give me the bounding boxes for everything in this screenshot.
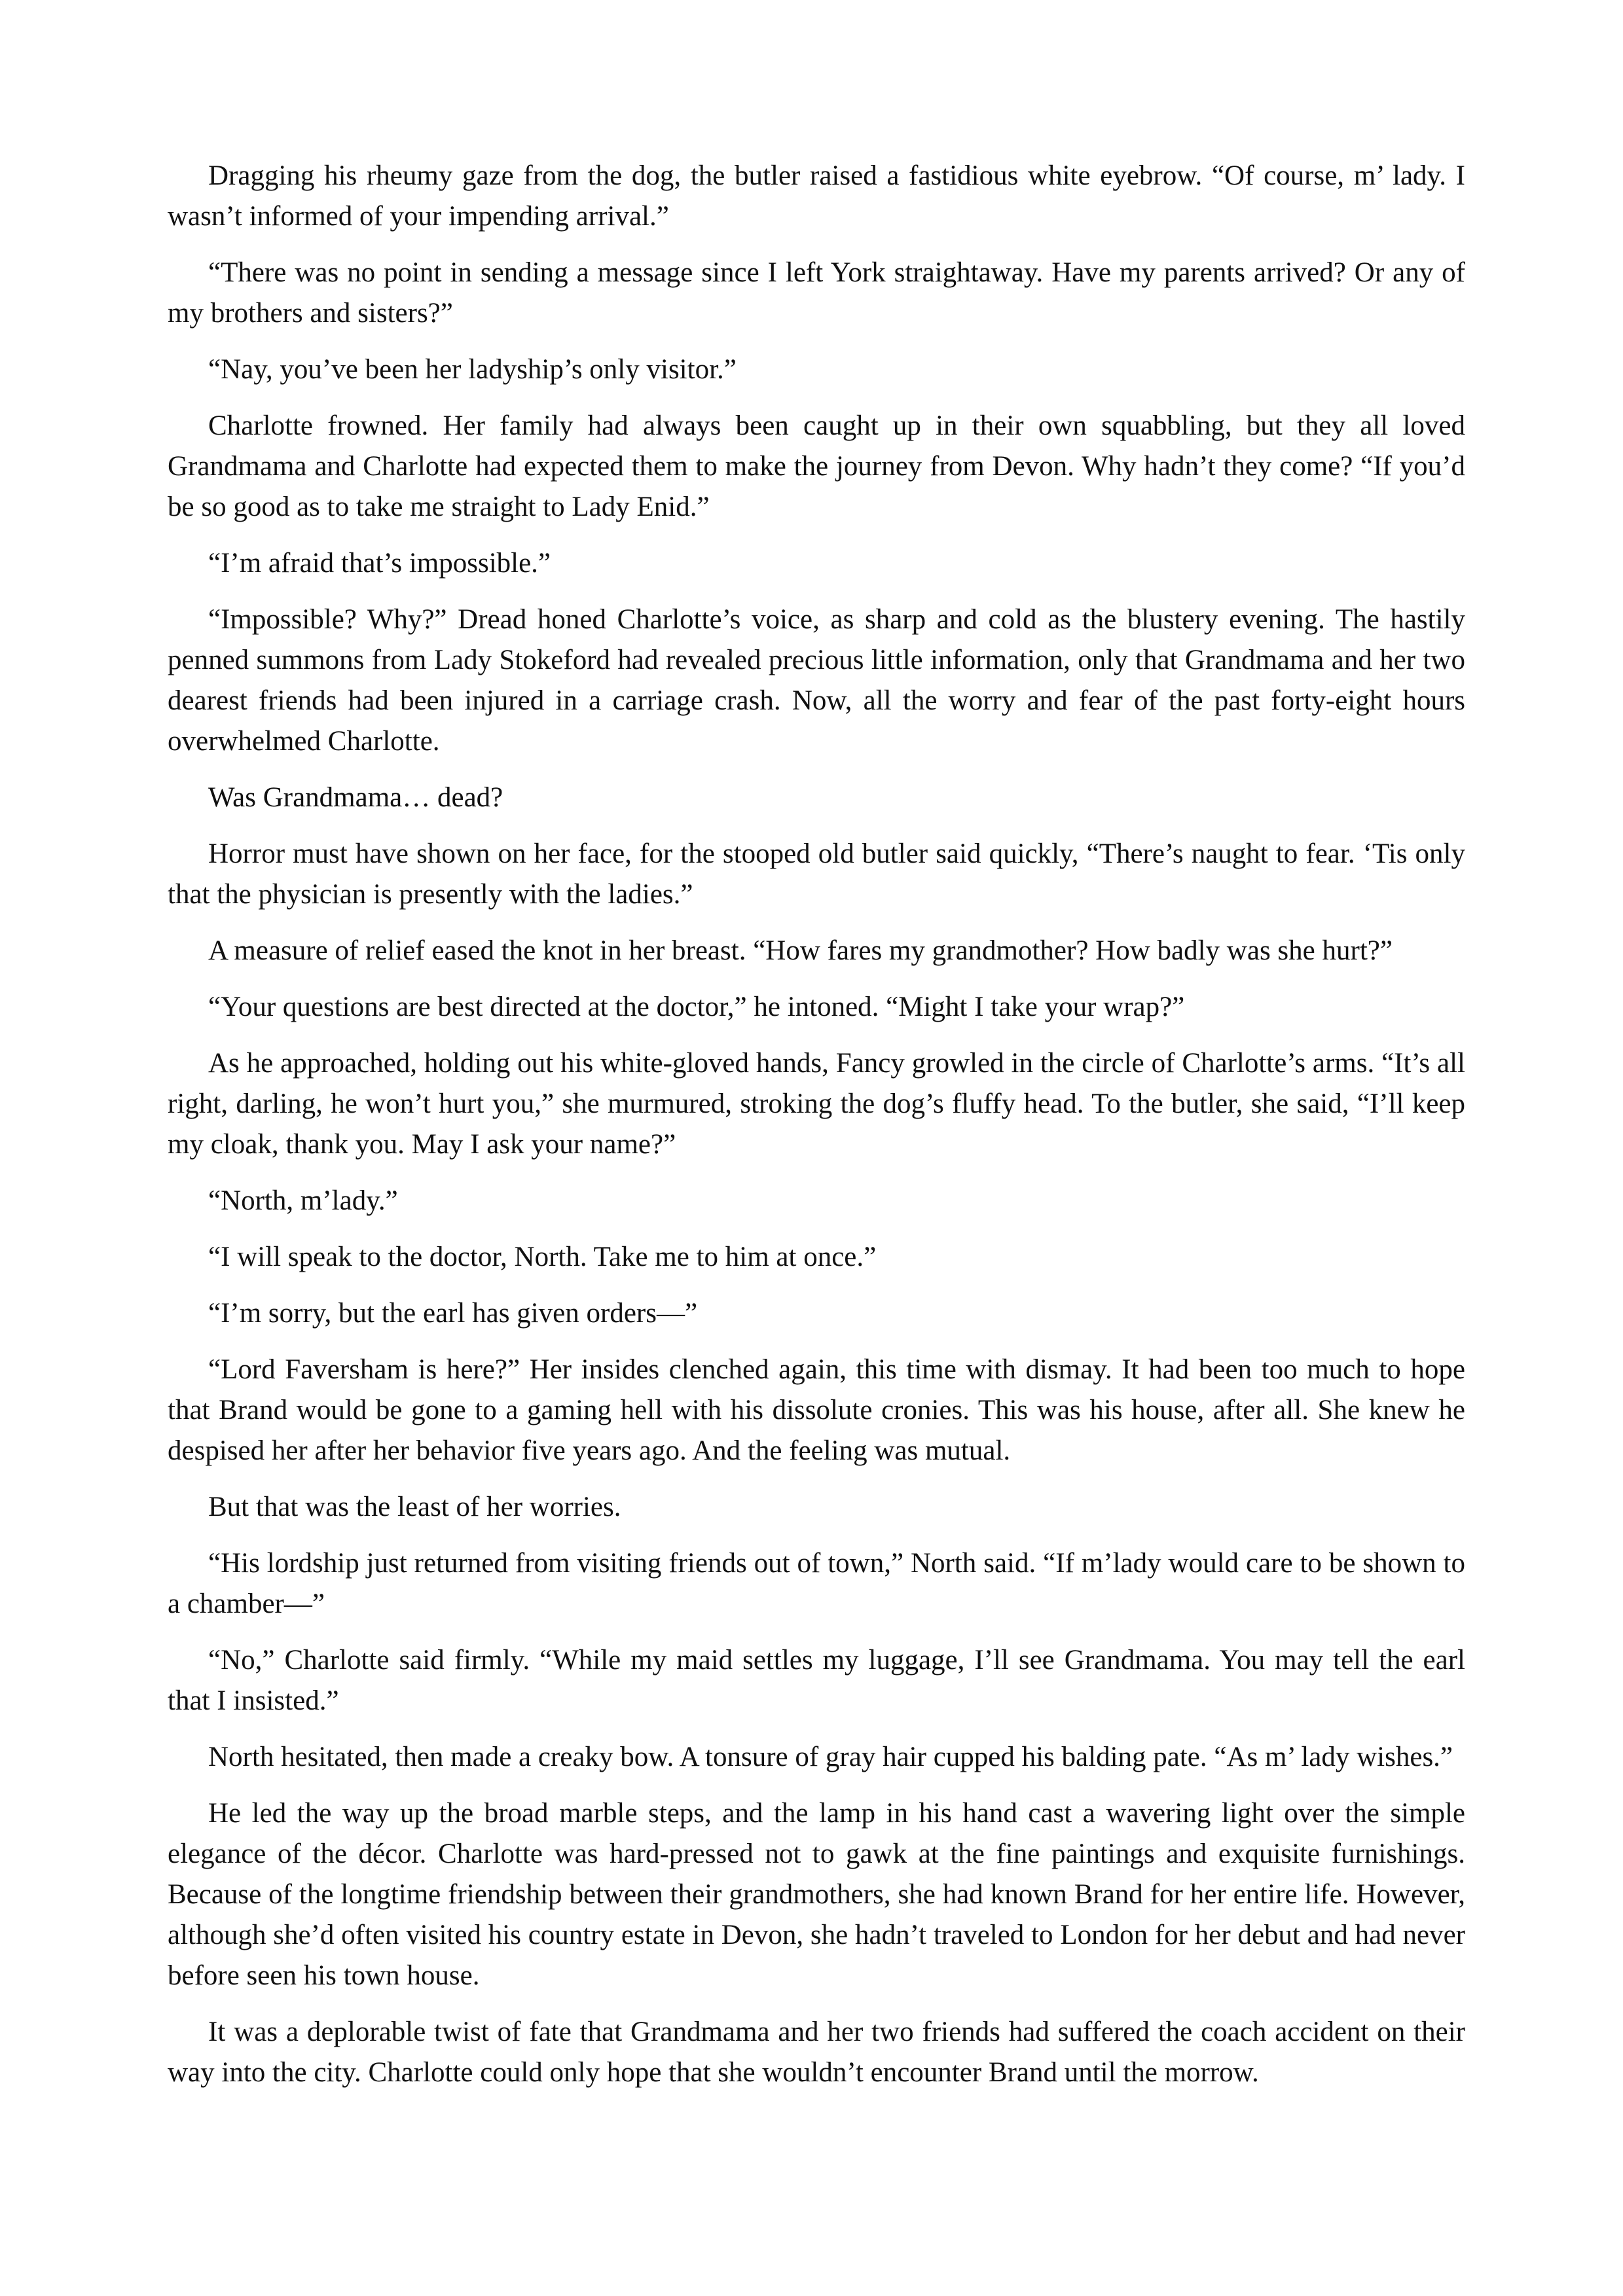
paragraph: “Your questions are best directed at the doctor,” he intoned. “Might I take your wrap?” — [208, 992, 1185, 1022]
paragraph: Charlotte frowned. Her family had always been caught up in their own squabbling, but they all loved Grandmama and Charlotte had expected them to make the journey from Devon. Why hadn’t they come? “If you’d be so good as to take me straight to Lady Enid.” — [168, 410, 1465, 522]
paragraph: “I’m afraid that’s impossible.” — [208, 548, 551, 579]
paragraph: “North, m’lady.” — [208, 1185, 398, 1216]
paragraph: Was Grandmama… dead? — [208, 782, 503, 813]
paragraph: “I’m sorry, but the earl has given orders—” — [208, 1298, 698, 1329]
paragraph: Dragging his rheumy gaze from the dog, the butler raised a fastidious white eyebrow. “Of course, m’ lady. I wasn’t informed of your impending arrival.” — [168, 160, 1465, 232]
paragraph: Horror must have shown on her face, for the stooped old butler said quickly, “There’s naught to fear. ‘Tis only that the physician is presently with the ladies.” — [168, 838, 1465, 910]
paragraph: “No,” Charlotte said firmly. “While my maid settles my luggage, I’ll see Grandmama. You may tell the earl that I insisted.” — [168, 1645, 1465, 1716]
paragraph: A measure of relief eased the knot in her breast. “How fares my grandmother? How badly was she hurt?” — [208, 935, 1393, 966]
paragraph: “Lord Faversham is here?” Her insides clenched again, this time with dismay. It had been too much to hope that Brand would be gone to a gaming hell with his dissolute cronies. This was his house, after all. She knew he despised her after her behavior five years ago. And the feeling was mutual. — [168, 1354, 1465, 1466]
paragraph: North hesitated, then made a creaky bow. A tonsure of gray hair cupped his balding pate. “As m’ lady wishes.” — [208, 1742, 1453, 1772]
page-body — [168, 156, 1465, 2109]
paragraph: “I will speak to the doctor, North. Take me to him at once.” — [208, 1242, 877, 1272]
paragraph: “There was no point in sending a message since I left York straightaway. Have my parents arrived? Or any of my brothers and sisters?” — [168, 257, 1465, 329]
paragraph: “His lordship just returned from visiting friends out of town,” North said. “If m’lady would care to be shown to a chamber—” — [168, 1548, 1465, 1619]
paragraph: But that was the least of her worries. — [208, 1492, 621, 1522]
paragraph: As he approached, holding out his white-gloved hands, Fancy growled in the circle of Charlotte’s arms. “It’s all right, darling, he won’t hurt you,” she murmured, stroking the dog’s fluffy head. To the butler, she said, “I’ll keep my cloak, thank you. May I ask your name?” — [168, 1048, 1465, 1160]
paragraph: It was a deplorable twist of fate that Grandmama and her two friends had suffered the coach accident on their way into the city. Charlotte could only hope that she wouldn’t encounter Brand until the morrow. — [168, 2017, 1465, 2088]
paragraph: He led the way up the broad marble steps, and the lamp in his hand cast a wavering light over the simple elegance of the décor. Charlotte was hard-pressed not to gawk at the fine paintings and exquisite furnishings. Because of the longtime friendship between their grandmothers, she had known Brand for her entire life. However, although she’d often visited his country estate in Devon, she hadn’t traveled to London for her debut and had never before seen his town house. — [168, 1798, 1465, 1991]
paragraph: “Nay, you’ve been her ladyship’s only visitor.” — [208, 354, 737, 385]
paragraph: “Impossible? Why?” Dread honed Charlotte’s voice, as sharp and cold as the blustery evening. The hastily penned summons from Lady Stokeford had revealed precious little information, only that Grandmama and her two dearest friends had been injured in a carriage crash. Now, all the worry and fear of the past forty-eight hours overwhelmed Charlotte. — [168, 604, 1465, 757]
